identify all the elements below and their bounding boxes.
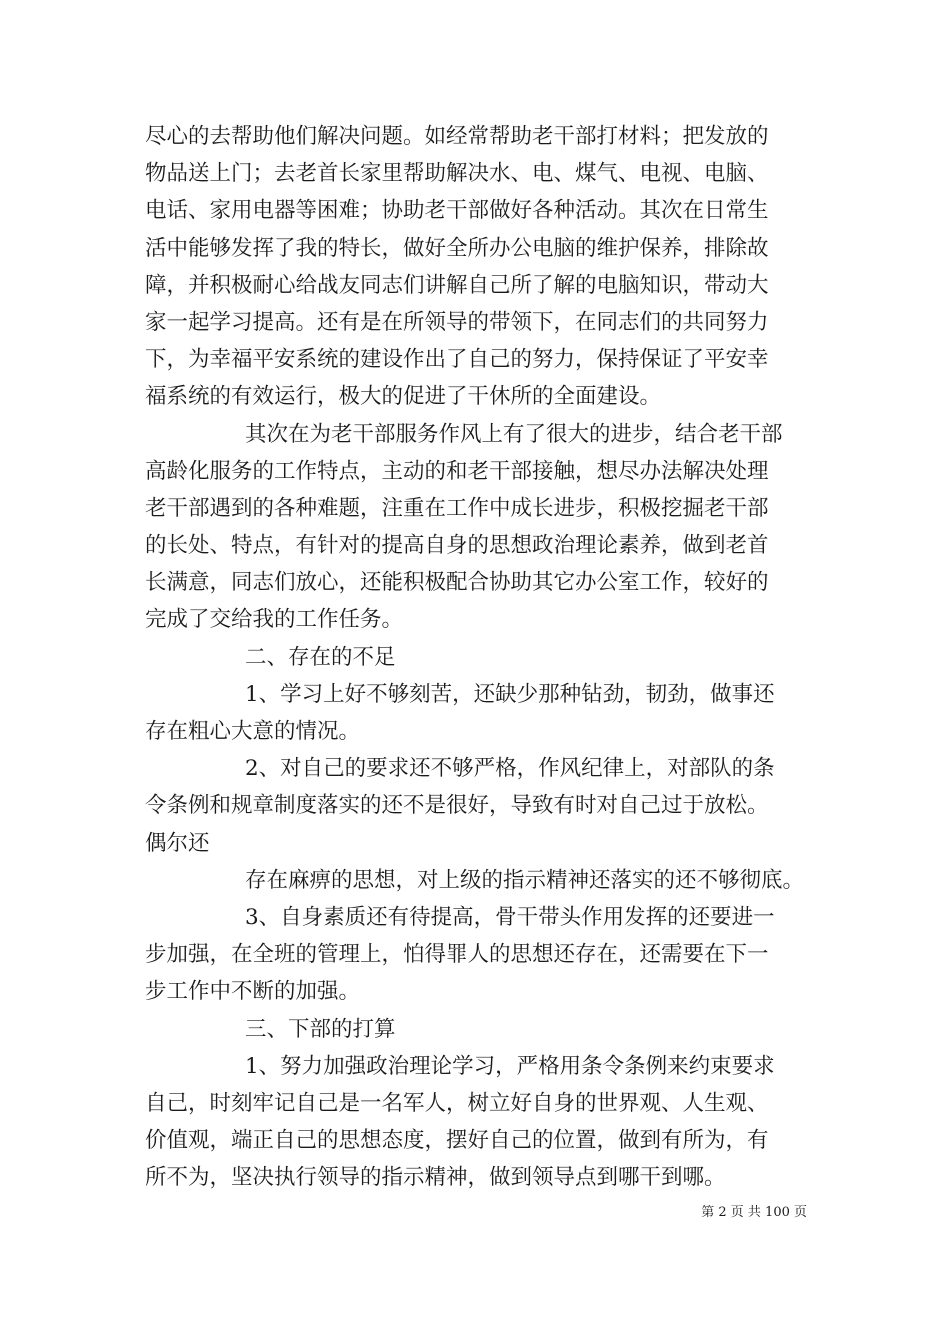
text-line: 物品送上门；去老首长家里帮助解决水、电、煤气、电视、电脑、 bbox=[145, 161, 769, 187]
text-line: 偶尔还 bbox=[145, 830, 210, 856]
text-line: 下，为幸福平安系统的建设作出了自己的努力，保持保证了平安幸 bbox=[145, 347, 769, 373]
text-line: 1、努力加强政治理论学习，严格用条令条例来约束要求 bbox=[245, 1053, 775, 1079]
text-line: 活中能够发挥了我的特长，做好全所办公电脑的维护保养，排除故 bbox=[145, 235, 769, 261]
text-line: 福系统的有效运行，极大的促进了干休所的全面建设。 bbox=[145, 384, 662, 410]
text-line: 价值观，端正自己的思想态度，摆好自己的位置，做到有所为，有 bbox=[145, 1128, 769, 1154]
text-line: 完成了交给我的工作任务。 bbox=[145, 607, 404, 633]
text-line: 令条例和规章制度落实的还不是很好，导致有时对自己过于放松。 bbox=[145, 793, 769, 819]
text-line: 障，并积极耐心给战友同志们讲解自己所了解的电脑知识，带动大 bbox=[145, 272, 769, 298]
text-line: 电话、家用电器等困难；协助老干部做好各种活动。其次在日常生 bbox=[145, 198, 769, 224]
text-line: 高龄化服务的工作特点，主动的和老干部接触，想尽办法解决处理 bbox=[145, 458, 769, 484]
text-line: 尽心的去帮助他们解决问题。如经常帮助老干部打材料；把发放的 bbox=[145, 124, 769, 149]
text-line: 自己，时刻牢记自己是一名军人，树立好自身的世界观、人生观、 bbox=[145, 1090, 769, 1116]
text-line: 所不为，坚决执行领导的指示精神，做到领导点到哪干到哪。 bbox=[145, 1165, 726, 1191]
text-line: 存在麻痹的思想，对上级的指示精神还落实的还不够彻底。 bbox=[245, 867, 805, 893]
text-line: 二、存在的不足 bbox=[245, 644, 396, 670]
text-line: 的长处、特点，有针对的提高自身的思想政治理论素养，做到老首 bbox=[145, 533, 769, 559]
page-number: 第 2 页 共 100 页 bbox=[701, 1205, 807, 1220]
text-line: 1、学习上好不够刻苦，还缺少那种钻劲，韧劲，做事还 bbox=[245, 681, 775, 707]
text-line: 3、自身素质还有待提高，骨干带头作用发挥的还要进一 bbox=[245, 904, 775, 930]
text-line: 三、下部的打算 bbox=[245, 1016, 396, 1042]
text-line: 存在粗心大意的情况。 bbox=[145, 719, 361, 744]
text-line: 步加强，在全班的管理上，怕得罪人的思想还存在，还需要在下一 bbox=[145, 942, 769, 968]
text-line: 其次在为老干部服务作风上有了很大的进步，结合老干部 bbox=[245, 421, 783, 447]
text-line: 老干部遇到的各种难题，注重在工作中成长进步，积极挖掘老干部 bbox=[145, 495, 769, 521]
document-body bbox=[145, 118, 817, 1196]
text-line: 长满意，同志们放心，还能积极配合协助其它办公室工作，较好的 bbox=[145, 570, 769, 596]
text-line: 2、对自己的要求还不够严格，作风纪律上，对部队的条 bbox=[245, 756, 775, 782]
text-line: 家一起学习提高。还有是在所领导的带领下，在同志们的共同努力 bbox=[145, 309, 769, 335]
text-line: 步工作中不断的加强。 bbox=[145, 979, 361, 1005]
